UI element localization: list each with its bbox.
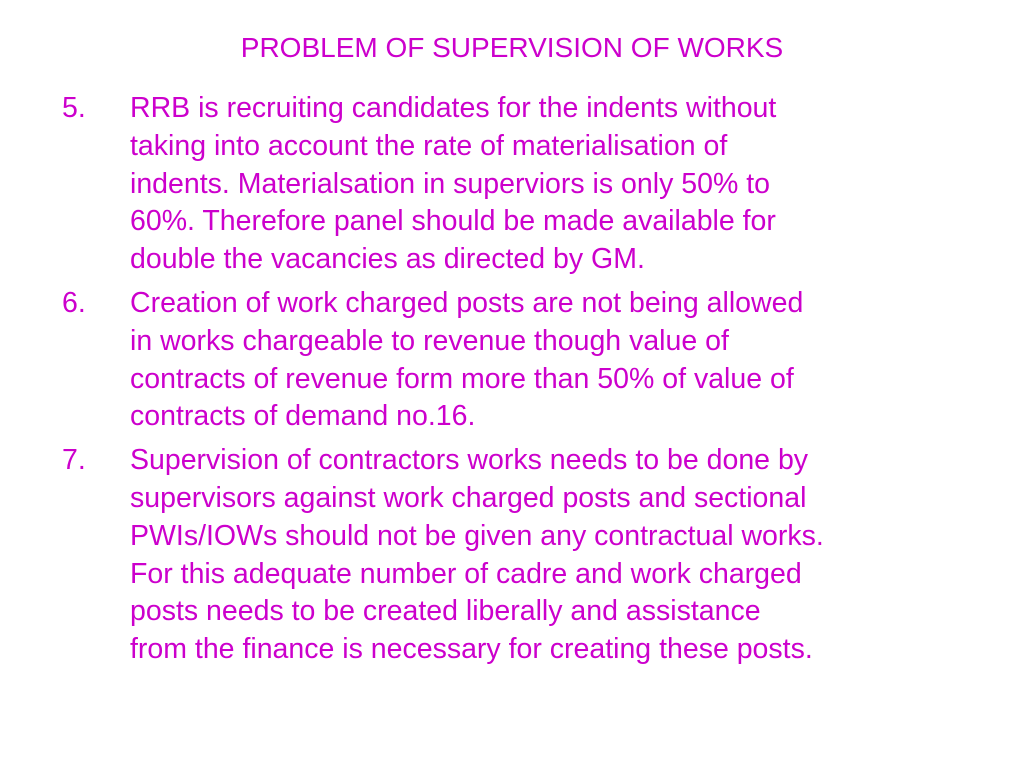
slide-title: PROBLEM OF SUPERVISION OF WORKS — [240, 32, 784, 63]
numbered-list — [62, 90, 982, 675]
list-item-6 — [62, 285, 982, 436]
list-item-7 — [62, 442, 982, 669]
list-item-text: RRB is recruiting candidates for the indents without taking into account the rate of materialisation of indents. Materialsation in superviors is only 50% to 60%. Therefore panel should be made available for double the vacancies as directed by GM. — [130, 92, 777, 276]
list-item-5 — [62, 90, 982, 279]
list-item-text: Creation of work charged posts are not being allowed in works chargeable to revenue though value of contracts of revenue form more than 50% of value of contracts of demand no.16. — [130, 286, 804, 433]
list-item-number: 7. — [62, 444, 86, 477]
list-item-number: 5. — [62, 92, 86, 124]
list-item-number: 6. — [62, 286, 86, 319]
list-item-text: Supervision of contractors works needs to be done by supervisors against work charged posts and sectional PWIs/IOWs should not be given any contractual works. For this adequate number of cadre and work charged posts needs to be created liberally and assistance from the finance is necessary for creating these posts. — [130, 444, 824, 666]
